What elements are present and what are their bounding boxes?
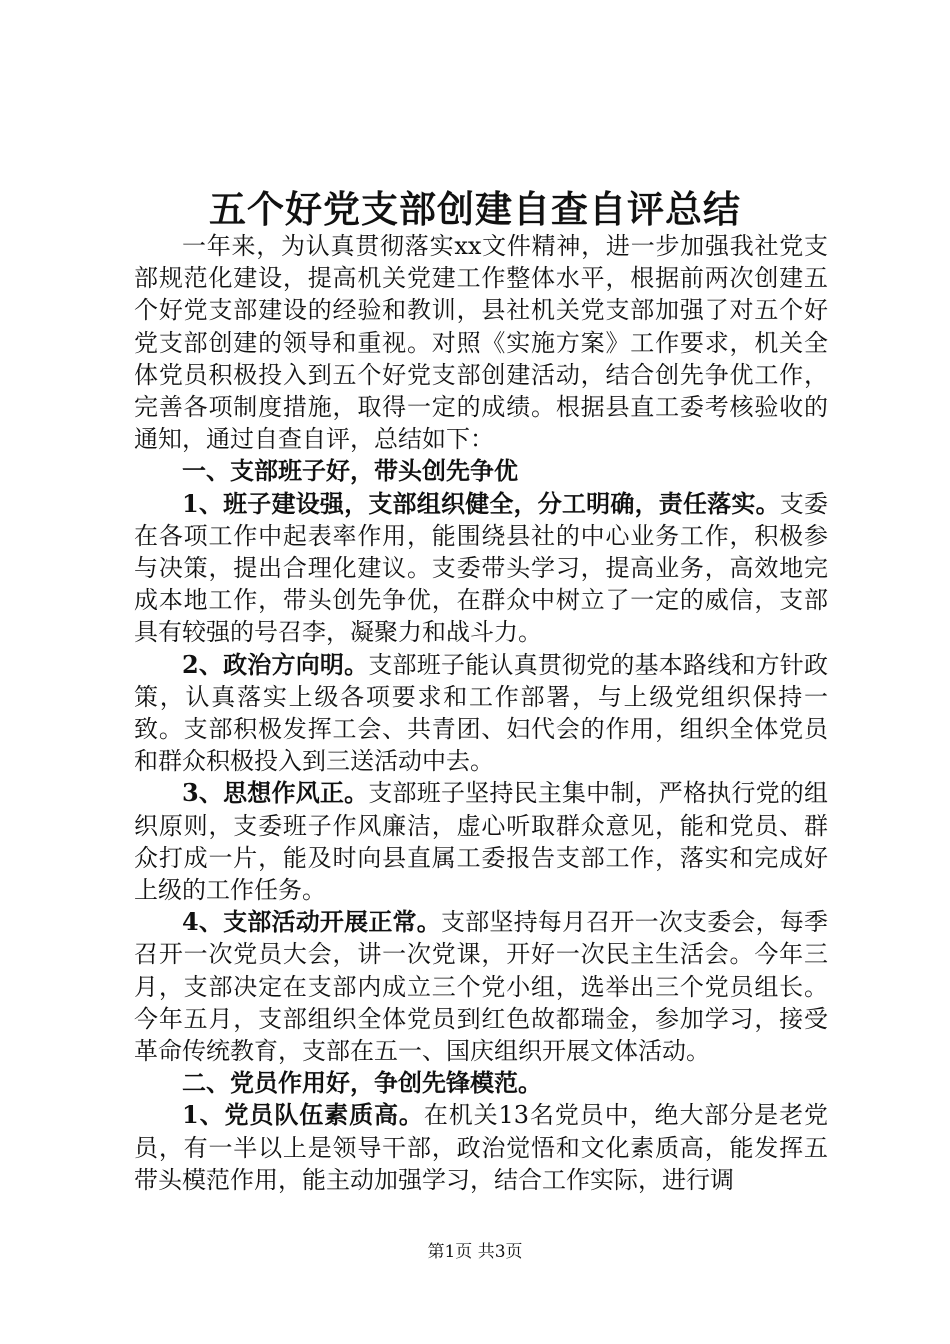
paragraph-1-3 xyxy=(134,777,828,906)
paragraph-lead: 1、班子建设强，支部组织健全，分工明确，责任落实。 xyxy=(182,488,780,518)
intro-paragraph: 一年来，为认真贯彻落实xx文件精神，进一步加强我社党支部规范化建设，提高机关党建工作整体水平，根据前两次创建五个好党支部建设的经验和教训，县社机关党支部加强了对五个好党支部创建的领导和重视。对照《实施方案》工作要求，机关全体党员积极投入到五个好党支部创建活动，结合创先争优工作，完善各项制度措施，取得一定的成绩。根据县直工委考核验收的通知，通过自查自评，总结如下： xyxy=(134,232,828,454)
paragraph-lead: 1、党员队伍素质高。 xyxy=(182,1100,424,1130)
paragraph-text: 支部班子坚持民主集中制，严格执行党的组织原则，支委班子作风廉洁，虚心听取群众意见，能和党员、群众打成一片，能及时向县直属工委报告支部工作，落实和完成好上级的工作任务。 xyxy=(134,779,829,905)
paragraph-text: 在机关13名党员中，绝大部分是老党员，有一半以上是领导干部，政治觉悟和文化素质高，能发挥五带头模范作用，能主动加强学习，结合工作实际，进行调 xyxy=(134,1101,829,1194)
paragraph-1-4 xyxy=(134,906,828,1067)
page-footer: 第1页 共3页 xyxy=(427,1242,523,1262)
paragraph-lead: 4、支部活动开展正常。 xyxy=(182,907,441,937)
paragraph-text: 支委在各项工作中起表率作用，能围绕县社的中心业务工作，积极参与决策，提出合理化建议。支委带头学习，提高业务，高效地完成本地工作，带头创先争优，在群众中树立了一定的威信，支部具有较强的号召李，凝聚力和战斗力。 xyxy=(134,489,829,647)
document-body xyxy=(134,230,828,1196)
paragraph-text: 支部坚持每月召开一次支委会，每季召开一次党员大会，讲一次党课，开好一次民主生活会。今年三月，支部决定在支部内成立三个党小组，选举出三个党员组长。今年五月，支部组织全体党员到红色故都瑞金，参加学习，接受革命传统教育，支部在五一、国庆组织开展文体活动。 xyxy=(134,908,829,1066)
paragraph-2-1 xyxy=(134,1099,828,1196)
paragraph-1-1 xyxy=(134,488,828,649)
section-heading-1: 一、支部班子好，带头创先争优 xyxy=(182,456,518,486)
section-heading-2: 二、党员作用好，争创先锋模范。 xyxy=(182,1068,542,1098)
paragraph-1-2 xyxy=(134,649,828,778)
document-title: 五个好党支部创建自查自评总结 xyxy=(209,187,741,231)
paragraph-lead: 3、思想作风正。 xyxy=(182,778,369,808)
paragraph-lead: 2、政治方向明。 xyxy=(182,649,369,679)
paragraph-text: 支部班子能认真贯彻党的基本路线和方针政策，认真落实上级各项要求和工作部署，与上级党组织保持一致。支部积极发挥工会、共青团、妇代会的作用，组织全体党员和群众积极投入到三送活动中去。 xyxy=(134,650,829,776)
